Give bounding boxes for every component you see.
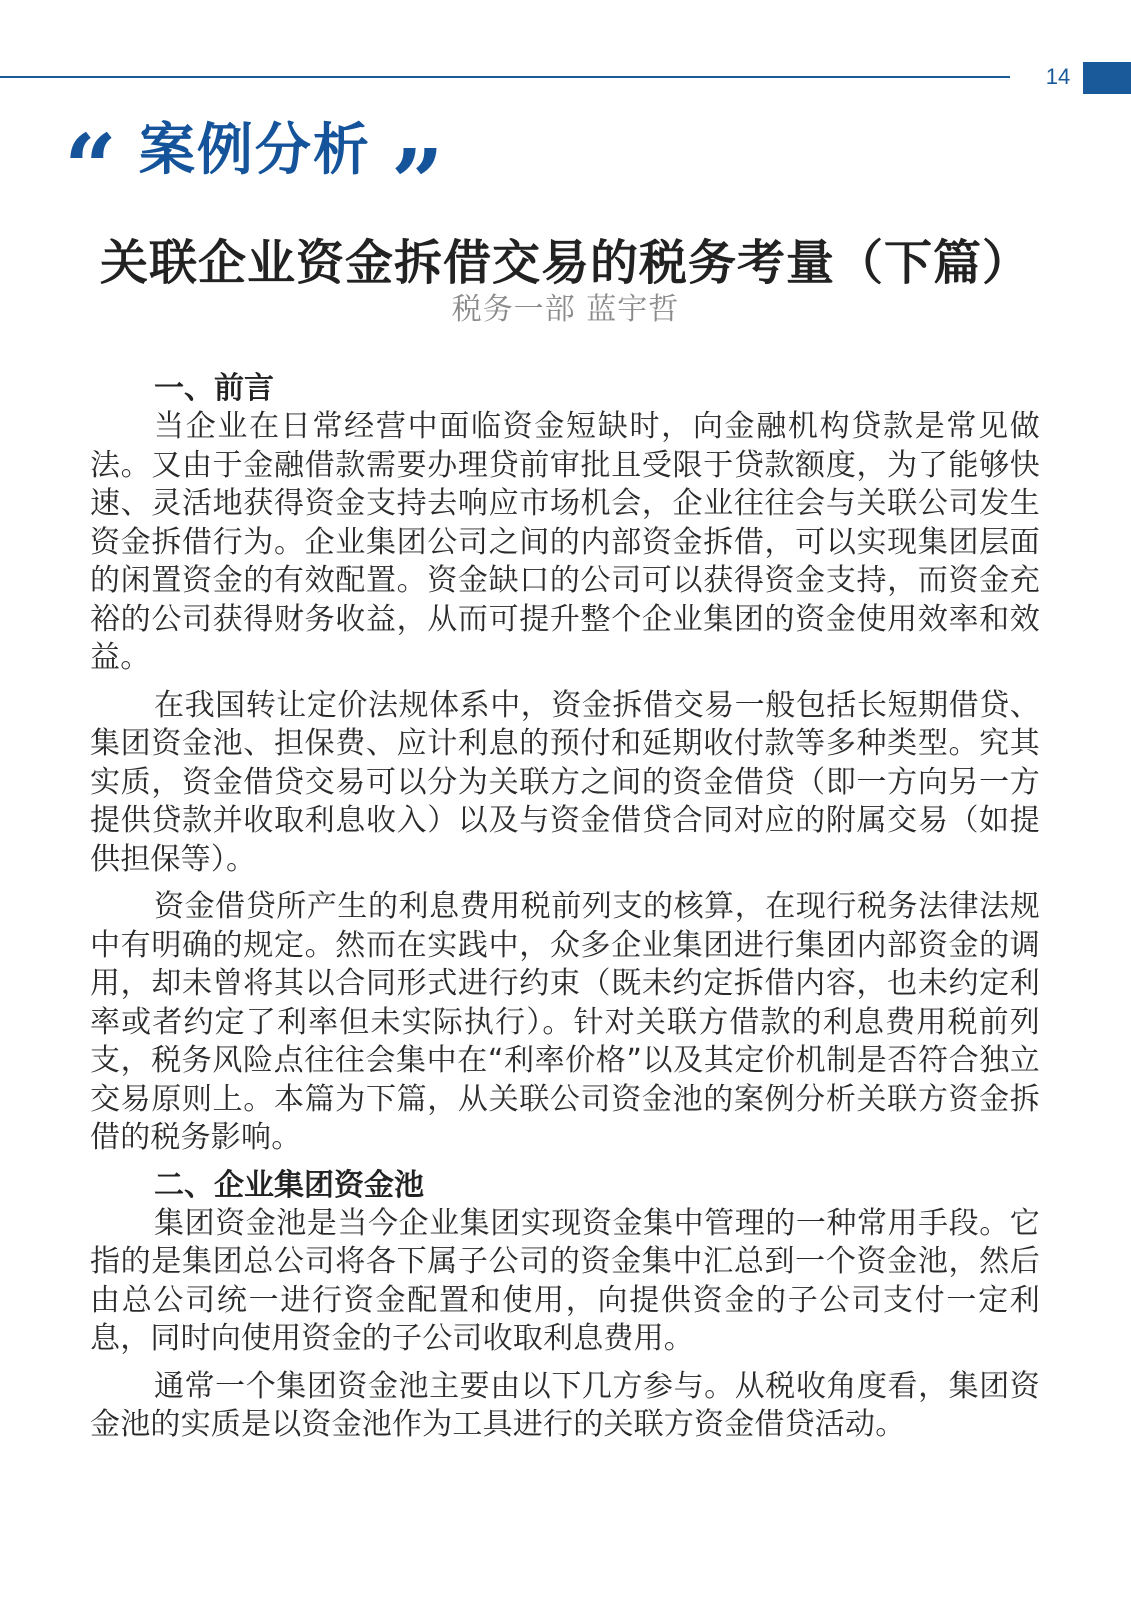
paragraph: 当企业在日常经营中面临资金短缺时，向金融机构贷款是常见做法。又由于金融借款需要办理贷前审批且受限于贷款额度，为了能够快速、灵活地获得资金支持去响应市场机会，企业往往会与关联公司发生资金拆借行为。企业集团公司之间的内部资金拆借，可以实现集团层面的闲置资金的有效配置。资金缺口的公司可以获得资金支持，而资金充裕的公司获得财务收益，从而可提升整个企业集团的资金使用效率和效益。	[90, 409, 1040, 675]
paragraph: 在我国转让定价法规体系中，资金拆借交易一般包括长短期借贷、集团资金池、担保费、应计利息的预付和延期收付款等多种类型。究其实质，资金借贷交易可以分为关联方之间的资金借贷（即一方向另一方提供贷款并收取利息收入）以及与资金借贷合同对应的附属交易（如提供担保等）。	[90, 687, 1040, 877]
section-tag	[64, 106, 444, 237]
article-body	[90, 370, 1040, 1454]
article-title: 关联企业资金拆借交易的税务考量（下篇）	[99, 235, 1031, 291]
paragraph: 资金借贷所产生的利息费用税前列支的核算，在现行税务法律法规中有明确的规定。然而在实践中，众多企业集团进行集团内部资金的调用，却未曾将其以合同形式进行约束（既未约定拆借内容，也未约定利率或者约定了利率但未实际执行）。针对关联方借款的利息费用税前列支，税务风险点往往会集中在“利率价格”以及其定价机制是否符合独立交易原则上。本篇为下篇，从关联公司资金池的案例分析关联方资金拆借的税务影响。	[90, 889, 1040, 1155]
close-quote-icon: ”	[390, 129, 444, 237]
open-quote-icon: “	[64, 114, 117, 222]
header-rule	[0, 76, 1010, 78]
section-heading-preface: 一、前言	[154, 371, 274, 406]
article-byline: 税务一部 蓝宇哲	[451, 292, 680, 327]
paragraph: 集团资金池是当今企业集团实现资金集中管理的一种常用手段。它指的是集团总公司将各下属子公司的资金集中汇总到一个资金池，然后由总公司统一进行资金配置和使用，向提供资金的子公司支付一定利息，同时向使用资金的子公司收取利息费用。	[90, 1205, 1040, 1356]
page-number: 14	[1045, 64, 1071, 89]
corner-tab	[1083, 62, 1131, 94]
section-label: 案例分析	[138, 118, 371, 183]
paragraph: 通常一个集团资金池主要由以下几方参与。从税收角度看，集团资金池的实质是以资金池作为工具进行的关联方资金借贷活动。	[90, 1368, 1040, 1442]
section-heading-cash-pool: 二、企业集团资金池	[154, 1167, 424, 1203]
